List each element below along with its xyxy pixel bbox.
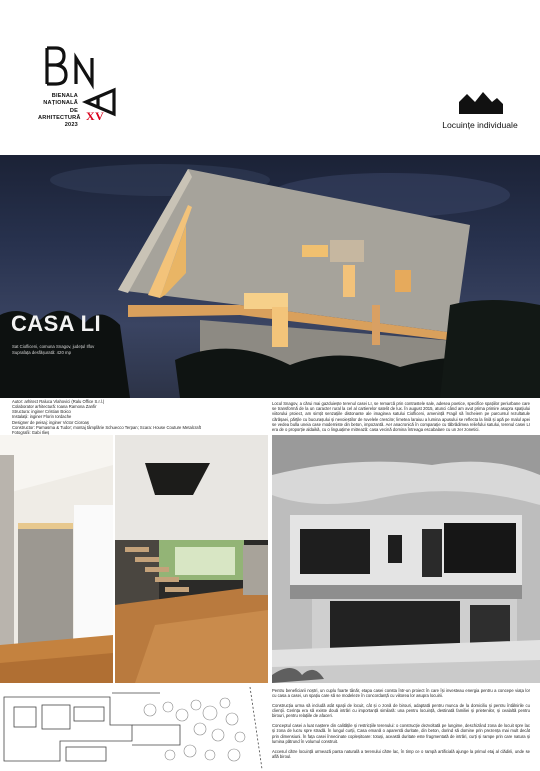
description-paragraph: Construcția urma să includă atât spații de locuit, cât și o zonă de birouri, adaptată pentru munca de la domiciliu și pentru întâlnirile cu clienții. Cerința era să existe două intrări cu importanță similară: una pentru locuință, destinată familiei și prietenilor, și cealaltă pentru birouri, pentru relațiile de afaceri. — [272, 703, 530, 719]
credit-line: Fotografii: Gabi Ilieș — [12, 429, 50, 435]
category-label: Locuințe individuale — [442, 120, 518, 130]
logo-line: BIENALA — [51, 93, 78, 99]
project-credits — [12, 399, 222, 435]
credit-line: Constructor: Parnasma & Tudor; montaj tâmplărie Schuecco Terpan; Scara: House Couture Metalcraft — [12, 424, 201, 430]
credit-line: Designer de peisaj: inginer Victor Cioroaș — [12, 419, 89, 425]
credit-line: Autor: arhitect Raluca Vlahovici (Ralu Office S.r.l.) — [12, 399, 105, 404]
description-paragraph: Accesul către locuință urmează panta naturală a terenului către lac, în timp ce o rampă artificială ajunge la primul etaj al clădirii, unde se află biroul. — [272, 748, 530, 759]
logo-wordmark — [38, 93, 81, 129]
edition-number: XV — [86, 109, 105, 123]
logo-line: 2023 — [64, 122, 78, 129]
interior-corridor-photo — [0, 435, 113, 683]
project-description — [272, 688, 530, 764]
houses-icon — [459, 90, 503, 114]
project-title: CASA LI — [11, 311, 101, 336]
logo-line: NAȚIONALĂ — [43, 100, 78, 107]
project-meta — [12, 344, 94, 356]
interior-stair-photo — [115, 435, 268, 683]
logo-line: DE — [69, 107, 78, 114]
hero-photo — [0, 155, 540, 398]
facade-photo — [272, 435, 540, 683]
site-plan-drawing — [0, 685, 268, 771]
description-paragraph: Conceptul casei a luat naștere din calitățile și restricțiile terenului: o construcție dezvoltată pe lungime, deschizând zona de locuit spre lac și zona de lucru spre stradă. În lungul curții, Casa emană o aparentă duritate, din beton, dorind să domine prin prezența mai mult decât prin dimensiuni. În fața casei înnecinate copleșitoare: totuși, această duritate este fragmentată de intrări, curți și rampe prin care natura și lumina pătrund în volumul construit. — [272, 723, 530, 744]
credit-line: Structura: inginer Cristian Boico — [12, 409, 71, 415]
poster-header — [0, 0, 540, 155]
credit-line: Colaborator arhitectură: Ioana Ramona Zanfir — [12, 404, 97, 410]
intro-paragraph: Locul Snagov, a cărui mai gazduiește terenul casei LI, se remarcă prin contrastele sale, adesea poetice, specifice spațiilor periurbane care se transformă de la un caracter rural la cel al cartierelor satelit de lux. În august 2015, atunci când am avut prima primire asupra spațiului viitorului proiect, am simțit senzațiile distonante ale imaginea satului Ciofliceni, amenință Fragil să încheiem pe parcursul rezultatule cărășaei, părțile cu bucurașului și nevoieștilor de ruvelele crescite; limetea laraiuu a lumina apusului se reflecta la liniă și apă pe malul apei se vedea bulla uneia case moderniste din beton, impozantă. Aer anacronică în comparație cu tăbrădimea reliefului satului, terenul casei LI era de o proporție aldaikă, cu o linguațime mitrează: casa vecină domina întreaga escabalare cu un zer zonetici. — [272, 401, 530, 433]
project-area: Suprafața desfășurată: 420 mp — [12, 350, 72, 355]
project-location: Sat Ciofliceni, comuna Snagov, județul Ilfov — [12, 344, 95, 349]
credit-line: Instalații: inginer Florin Iordache — [12, 414, 72, 420]
hero-house-photo — [0, 155, 540, 398]
description-paragraph: Pentru beneficiarii noștri, un cuplu foarte tânăr, etapa casei consta într-un proiect în care își investeau energia pentru a concepe viața lor cu casa a casei, un spațiu care să se modeleze în concordanță cu viitorea lor asupra locuirii. — [272, 688, 530, 699]
logo-line: ARHITECTURĂ — [38, 114, 81, 121]
